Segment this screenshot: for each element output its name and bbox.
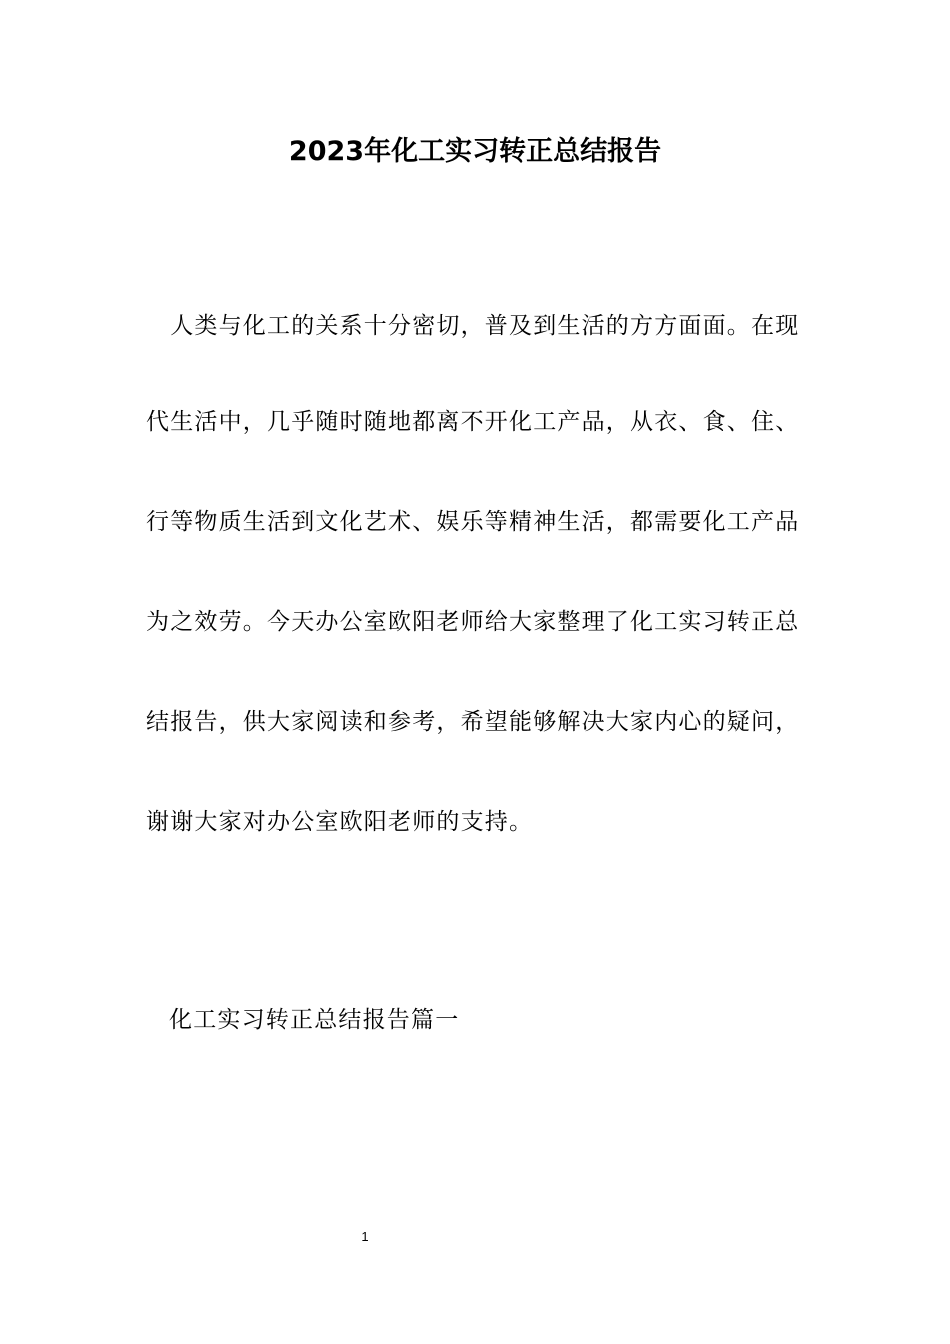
paragraph-line: 行等物质生活到文化艺术、娱乐等精神生活，都需要化工产品 xyxy=(146,509,800,535)
page-number: 1 xyxy=(361,1229,369,1244)
paragraph-line: 代生活中，几乎随时随地都离不开化工产品，从衣、食、住、 xyxy=(146,409,800,435)
paragraph-line: 人类与化工的关系十分密切，普及到生活的方方面面。在现 xyxy=(146,313,800,339)
section-heading: 化工实习转正总结报告篇一 xyxy=(169,1007,460,1033)
paragraph-line: 为之效劳。今天办公室欧阳老师给大家整理了化工实习转正总 xyxy=(146,609,800,635)
paragraph-line: 结报告，供大家阅读和参考，希望能够解决大家内心的疑问， xyxy=(146,709,800,735)
document-title: 2023年化工实习转正总结报告 xyxy=(288,136,662,167)
paragraph-line: 谢谢大家对办公室欧阳老师的支持。 xyxy=(146,809,534,835)
